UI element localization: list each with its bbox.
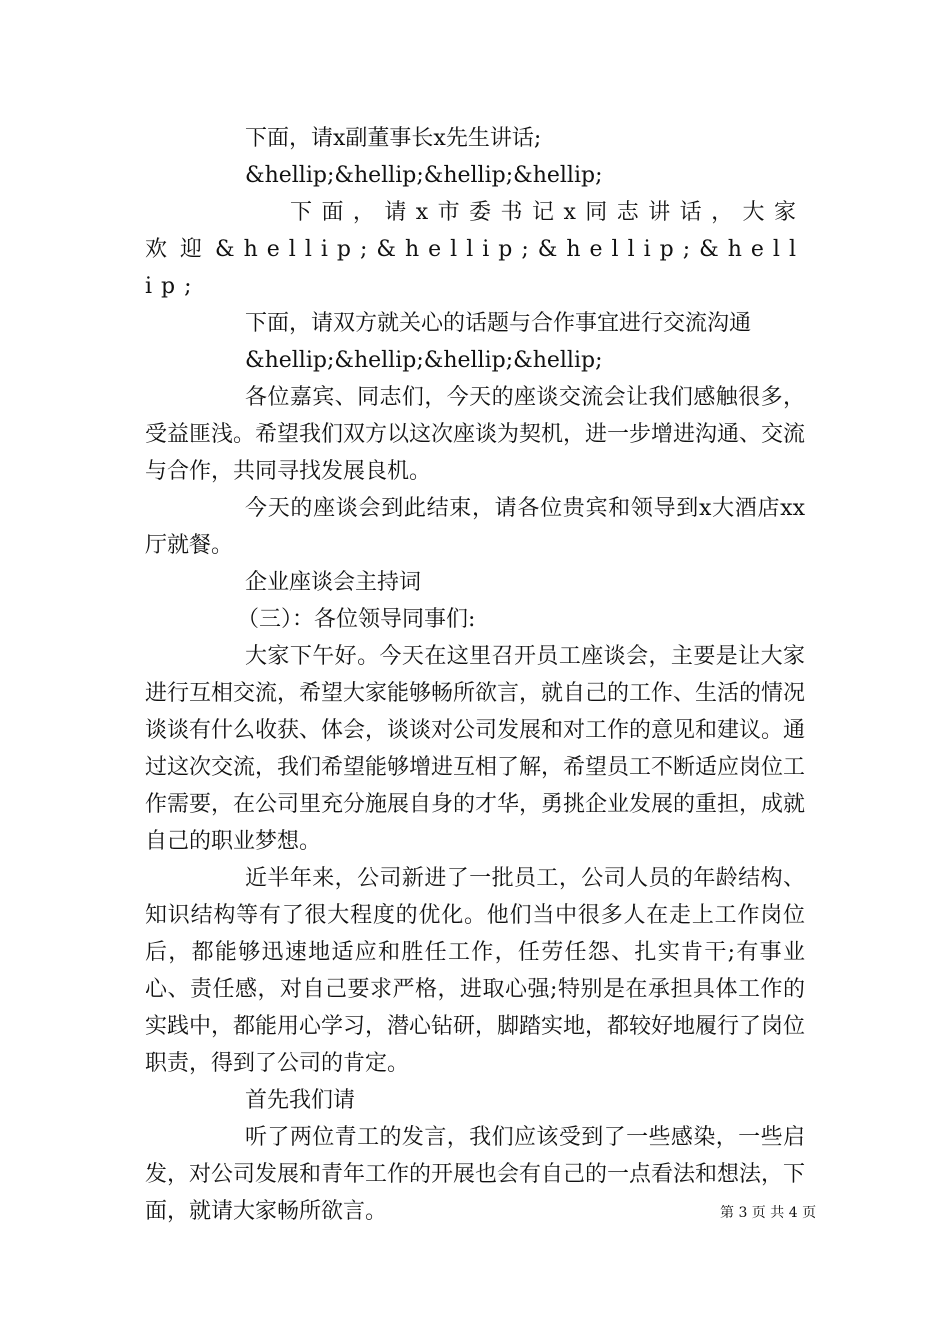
paragraph: &hellip;&hellip;&hellip;&hellip; (245, 163, 603, 188)
paragraph: 首先我们请 (245, 1088, 356, 1113)
paragraph: 今天的座谈会到此结束，请各位贵宾和领导到x大酒店xx厅就餐。 (145, 496, 805, 558)
paragraph: 下面，请x副董事长x先生讲话; (245, 126, 542, 151)
paragraph: 大家下午好。今天在这里召开员工座谈会，主要是让大家进行互相交流，希望大家能够畅所欲言，就自己的工作、生活的情况谈谈有什么收获、体会，谈谈对公司发展和对工作的意见和建议。通过这次交流，我们希望能够增进互相了解，希望员工不断适应岗位工作需要，在公司里充分施展自身的才华，勇挑企业发展的重担，成就自己的职业梦想。 (145, 644, 806, 854)
paragraph: 听了两位青工的发言，我们应该受到了一些感染，一些启发，对公司发展和青年工作的开展也会有自己的一点看法和想法，下面，就请大家畅所欲言。 (145, 1125, 806, 1224)
body-text (145, 120, 805, 1230)
paragraph: 各位嘉宾、同志们，今天的座谈交流会让我们感触很多，受益匪浅。希望我们双方以这次座谈为契机，进一步增进沟通、交流与合作，共同寻找发展良机。 (145, 385, 806, 484)
paragraph: 下面，请双方就关心的话题与合作事宜进行交流沟通 (245, 311, 752, 336)
paragraph: 下面，请x市委书记x同志讲话，大家欢迎&hellip;&hellip;&hellip;&hellip; (145, 200, 805, 299)
page-number: 第 3 页 共 4 页 (720, 1205, 817, 1221)
section-subheading: （三）：各位领导同事们: (237, 607, 476, 632)
paragraph: 近半年来，公司新进了一批员工，公司人员的年龄结构、知识结构等有了很大程度的优化。他们当中很多人在走上工作岗位后，都能够迅速地适应和胜任工作，任劳任怨、扎实肯干;有事业心、责任感，对自己要求严格，进取心强;特别是在承担具体工作的实践中，都能用心学习，潜心钻研，脚踏实地，都较好地履行了岗位职责，得到了公司的肯定。 (145, 866, 806, 1076)
paragraph: &hellip;&hellip;&hellip;&hellip; (245, 348, 603, 373)
section-heading: 企业座谈会主持词 (245, 570, 422, 595)
